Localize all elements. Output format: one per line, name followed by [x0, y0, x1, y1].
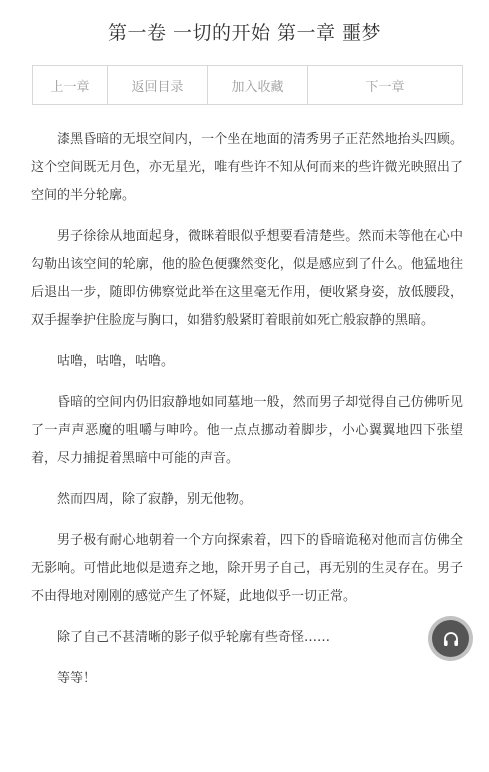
paragraph: 等等！: [57, 671, 97, 686]
next-chapter-button[interactable]: 下一章: [307, 66, 462, 104]
audio-listen-button[interactable]: [432, 620, 469, 657]
paragraph: 咕噜，咕噜，咕噜。: [57, 354, 175, 369]
chapter-title: 第一卷 一切的开始 第一章 噩梦: [107, 22, 382, 44]
paragraph: 男子徐徐从地面起身，微眯着眼似乎想要看清楚些。然而未等他在心中勾勒出该空间的轮廓，他的脸色便骤然变化，似是感应到了什么。他猛地往后退出一步，随即仿佛察觉此举在这里毫无作用，便收紧身姿，放低腰段，双手握拳护住脸庞与胸口，如猎豹般紧盯着眼前如死亡般寂静的黑暗。: [31, 229, 463, 328]
prev-chapter-button[interactable]: 上一章: [50, 79, 90, 95]
chapter-nav-bar: [32, 65, 463, 105]
paragraph: 然而四周，除了寂静，别无他物。: [57, 492, 253, 507]
table-of-contents-button[interactable]: 返回目录: [107, 66, 207, 104]
chapter-content: [31, 126, 463, 706]
paragraph: 男子极有耐心地朝着一个方向探索着，四下的昏暗诡秘对他而言仿佛全无影响。可惜此地似是遗弃之地，除开男子自己，再无别的生灵存在。男子不由得地对刚刚的感觉产生了怀疑，此地似乎一切正常。: [31, 533, 463, 604]
paragraph: 昏暗的空间内仍旧寂静地如同墓地一般，然而男子却觉得自己仿佛听见了一声声恶魔的咀嚼与呻吟。他一点点挪动着脚步，小心翼翼地四下张望着，尽力捕捉着黑暗中可能的声音。: [31, 395, 463, 466]
paragraph: 漆黑昏暗的无垠空间内，一个坐在地面的清秀男子正茫然地抬头四顾。这个空间既无月色，亦无星光，唯有些许不知从何而来的些许微光映照出了空间的半分轮廓。: [31, 132, 463, 203]
headphones-icon: [441, 629, 461, 649]
add-bookmark-button[interactable]: 加入收藏: [207, 66, 307, 104]
paragraph: 除了自己不甚清晰的影子似乎轮廓有些奇怪……: [57, 630, 331, 645]
